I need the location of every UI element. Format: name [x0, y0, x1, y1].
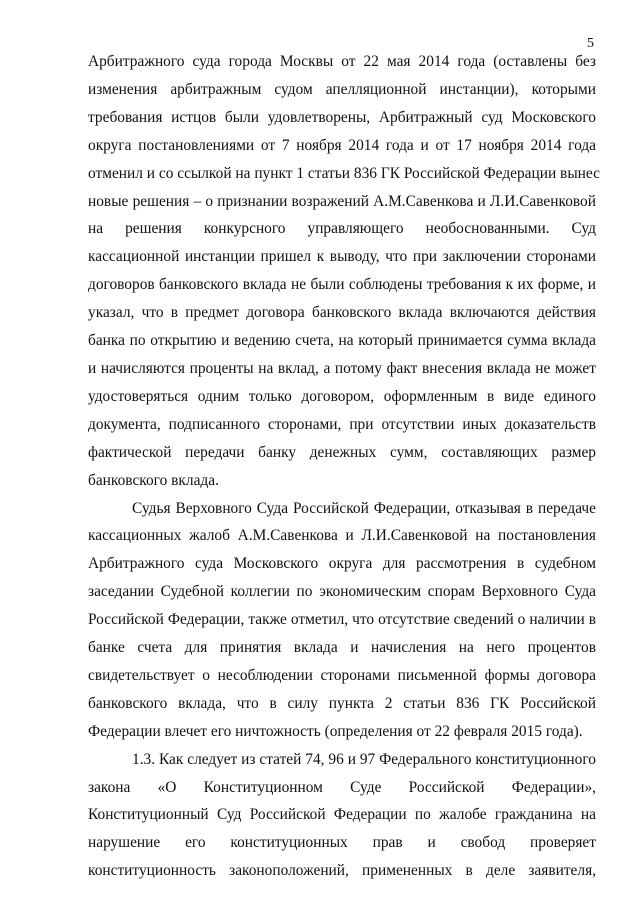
text-line: закона «О Конституционном Суде Российской Федерации», [88, 778, 596, 796]
text-line: требования истцов были удовлетворены, Арбитражный суд Московского [88, 108, 596, 126]
text-line: банковского вклада. [88, 471, 219, 489]
text-line: отменил и со ссылкой на пункт 1 статьи 836 ГК Российской Федерации вынес [88, 164, 600, 182]
text-line: новые решения – о признании возражений А.М.Савенкова и Л.И.Савенковой [88, 192, 596, 210]
text-line: нарушение его конституционных прав и свобод проверяет [88, 834, 596, 852]
text-line: банковского вклада, что в силу пункта 2 статьи 836 ГК Российской [88, 694, 596, 712]
text-line: Федерации влечет его ничтожность (определения от 22 февраля 2015 года). [88, 722, 583, 740]
page-number: 5 [587, 36, 594, 51]
text-line: 1.3. Как следует из статей 74, 96 и 97 Федерального конституционного [132, 750, 596, 768]
document-body [88, 48, 600, 885]
paragraph [88, 48, 600, 495]
text-line: Арбитражного суда Московского округа для рассмотрения в судебном [88, 555, 596, 573]
text-line: кассационных жалоб А.М.Савенкова и Л.И.Савенковой на постановления [88, 527, 596, 545]
text-line: округа постановлениями от 7 ноября 2014 года и от 17 ноября 2014 года [88, 136, 596, 154]
text-line: банке счета для принятия вклада и начисления на него процентов [88, 639, 596, 657]
text-line: изменения арбитражным судом апелляционной инстанции), которыми [88, 80, 596, 98]
paragraph [88, 746, 596, 886]
text-line: конституционность законоположений, примененных в деле заявителя, [88, 862, 596, 880]
text-line: свидетельствует о несоблюдении сторонами письменной формы договора [88, 666, 596, 684]
text-line: удостоверяться одним только договором, оформленным в виде единого [88, 387, 596, 405]
text-line: Судья Верховного Суда Российской Федерации, отказывая в передаче [132, 499, 596, 517]
text-line: Конституционный Суд Российской Федерации по жалобе гражданина на [88, 806, 596, 824]
text-line: фактической передачи банку денежных сумм, составляющих размер [88, 443, 596, 461]
text-line: кассационной инстанции пришел к выводу, что при заключении сторонами [88, 248, 596, 266]
text-line: договоров банковского вклада не были соблюдены требования к их форме, и [88, 276, 596, 294]
text-line: документа, подписанного сторонами, при отсутствии иных доказательств [88, 415, 596, 433]
text-line: банка по открытию и ведению счета, на который принимается сумма вклада [88, 332, 596, 350]
text-line: Арбитражного суда города Москвы от 22 мая 2014 года (оставлены без [88, 53, 596, 70]
text-line: Российской Федерации, также отметил, что отсутствие сведений о наличии в [88, 611, 596, 629]
text-line: указал, что в предмет договора банковского вклада включаются действия [88, 304, 596, 322]
text-line: заседании Судебной коллегии по экономическим спорам Верховного Суда [88, 583, 596, 601]
paragraph [88, 495, 596, 746]
text-line: и начисляются проценты на вклад, а потому факт внесения вклада не может [88, 359, 596, 377]
text-line: на решения конкурсного управляющего необоснованными. Суд [88, 220, 596, 238]
